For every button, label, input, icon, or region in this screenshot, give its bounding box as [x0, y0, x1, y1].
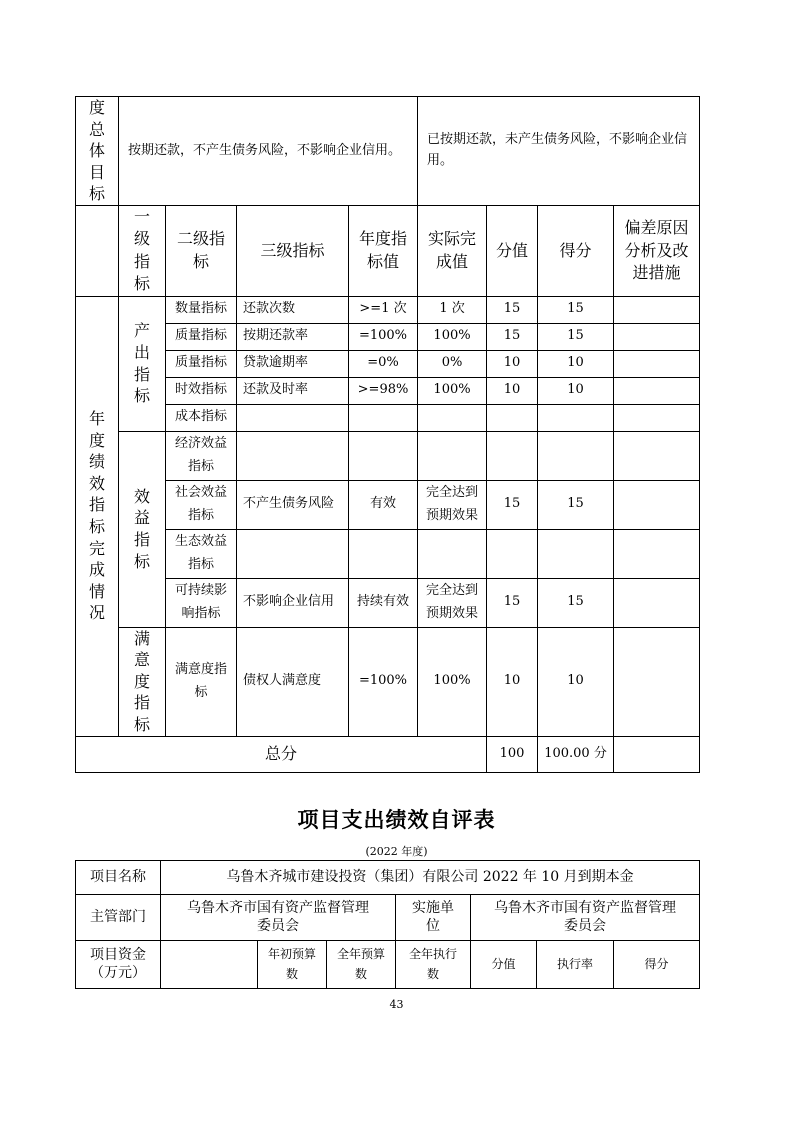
table-row-economic-l2: 经济效益 指标: [166, 431, 237, 480]
table-row-timeliness-l3: 还款及时率: [237, 377, 349, 404]
impl-value: 乌鲁木齐市国有资产监督管理 委员会: [471, 895, 700, 941]
table-row-timeliness-score: 10: [538, 377, 614, 404]
table-row-quality1-value: 15: [487, 323, 538, 350]
table-row-social-value: 15: [487, 480, 538, 529]
score-value-header: 分值: [471, 941, 537, 989]
table-row-timeliness-target: >=98%: [349, 377, 418, 404]
table-row-sustainable-deviation: [614, 578, 700, 627]
table-row-quality1-target: =100%: [349, 323, 418, 350]
table-row-satisfaction-l3: 债权人满意度: [237, 627, 349, 736]
table-row-social-actual: 完全达到 预期效果: [418, 480, 487, 529]
table-row-timeliness-value: 10: [487, 377, 538, 404]
table-row-social-l3: 不产生债务风险: [237, 480, 349, 529]
page-number: 43: [389, 998, 404, 1011]
second-table-year: (2022 年度): [365, 845, 428, 858]
funds-label: 项目资金 （万元）: [76, 941, 161, 989]
dept-label: 主管部门: [76, 895, 161, 941]
project-name: 乌鲁木齐城市建设投资（集团）有限公司 2022 年 10 月到期本金: [161, 861, 700, 895]
impl-label: 实施单 位: [396, 895, 471, 941]
table-row-quality2-l3: 贷款逾期率: [237, 350, 349, 377]
performance-indicator-table: [75, 96, 700, 773]
table-row-timeliness-deviation: [614, 377, 700, 404]
table-row-quantity-actual: 1 次: [418, 296, 487, 323]
table-row-quality1-l3: 按期还款率: [237, 323, 349, 350]
table-row-satisfaction-target: =100%: [349, 627, 418, 736]
table-row-sustainable-l3: 不影响企业信用: [237, 578, 349, 627]
table-row-quality2-actual: 0%: [418, 350, 487, 377]
executed-header: 全年执行 数: [396, 941, 471, 989]
table-row-quantity-value: 15: [487, 296, 538, 323]
table-row-social-l2: 社会效益 指标: [166, 480, 237, 529]
group-satisfaction: 满 意 度 指 标: [119, 627, 166, 736]
total-score: 100.00 分: [538, 736, 614, 772]
project-name-label: 项目名称: [76, 861, 161, 895]
table-row-quantity-l3: 还款次数: [237, 296, 349, 323]
second-table-title: 项目支出绩效自评表: [297, 808, 496, 832]
dept-value: 乌鲁木齐市国有资产监督管理 委员会: [161, 895, 396, 941]
table-row-quality1-actual: 100%: [418, 323, 487, 350]
table-row-quality2-deviation: [614, 350, 700, 377]
table-row-ecological-l2: 生态效益 指标: [166, 529, 237, 578]
group-benefit: 效 益 指 标: [119, 431, 166, 627]
goal-planned: 按期还款，不产生债务风险，不影响企业信用。: [119, 97, 418, 206]
table-row-timeliness-actual: 100%: [418, 377, 487, 404]
table-row-social-deviation: [614, 480, 700, 529]
table-row-quantity-target: >=1 次: [349, 296, 418, 323]
table-row-quantity-score: 15: [538, 296, 614, 323]
table-row-sustainable-l2: 可持续影 响指标: [166, 578, 237, 627]
total-value: 100: [487, 736, 538, 772]
score-header: 得分: [614, 941, 700, 989]
section-label: 年 度 绩 效 指 标 完 成 情 况: [76, 296, 119, 736]
table-row-timeliness-l2: 时效指标: [166, 377, 237, 404]
table-row-quality1-l2: 质量指标: [166, 323, 237, 350]
table-row-sustainable-actual: 完全达到 预期效果: [418, 578, 487, 627]
table-row-quality1-deviation: [614, 323, 700, 350]
table-row-sustainable-value: 15: [487, 578, 538, 627]
header-actual: 实际完 成值: [418, 205, 487, 296]
table-row-satisfaction-score: 10: [538, 627, 614, 736]
table-row-cost-l2: 成本指标: [166, 404, 237, 431]
goal-label: 度 总 体 目 标: [76, 97, 119, 206]
table-row-social-score: 15: [538, 480, 614, 529]
table-row-quantity-deviation: [614, 296, 700, 323]
table-row-satisfaction-deviation: [614, 627, 700, 736]
project-expenditure-table: [75, 860, 700, 989]
table-row-quality2-target: =0%: [349, 350, 418, 377]
table-row-sustainable-target: 持续有效: [349, 578, 418, 627]
table-row-quality2-l2: 质量指标: [166, 350, 237, 377]
table-row-quantity-l2: 数量指标: [166, 296, 237, 323]
group-output: 产 出 指 标: [119, 296, 166, 431]
table-row-quality1-score: 15: [538, 323, 614, 350]
goal-actual: 已按期还款，未产生债务风险，不影响企业信用。: [418, 97, 700, 206]
header-deviation: 偏差原因 分析及改 进措施: [614, 205, 700, 296]
table-row-quality2-value: 10: [487, 350, 538, 377]
table-row-satisfaction-actual: 100%: [418, 627, 487, 736]
header-level3: 三级指标: [237, 205, 349, 296]
header-target: 年度指 标值: [349, 205, 418, 296]
table-row-social-target: 有效: [349, 480, 418, 529]
header-score: 得分: [538, 205, 614, 296]
exec-rate-header: 执行率: [537, 941, 614, 989]
header-level1: 一 级 指 标: [119, 205, 166, 296]
table-row-sustainable-score: 15: [538, 578, 614, 627]
header-score-value: 分值: [487, 205, 538, 296]
budget-begin-header: 年初预算 数: [258, 941, 327, 989]
table-row-satisfaction-l2: 满意度指 标: [166, 627, 237, 736]
table-row-satisfaction-value: 10: [487, 627, 538, 736]
header-empty: [76, 205, 119, 296]
budget-full-header: 全年预算 数: [327, 941, 396, 989]
table-row-quality2-score: 10: [538, 350, 614, 377]
total-label: 总分: [76, 736, 487, 772]
header-level2: 二级指 标: [166, 205, 237, 296]
